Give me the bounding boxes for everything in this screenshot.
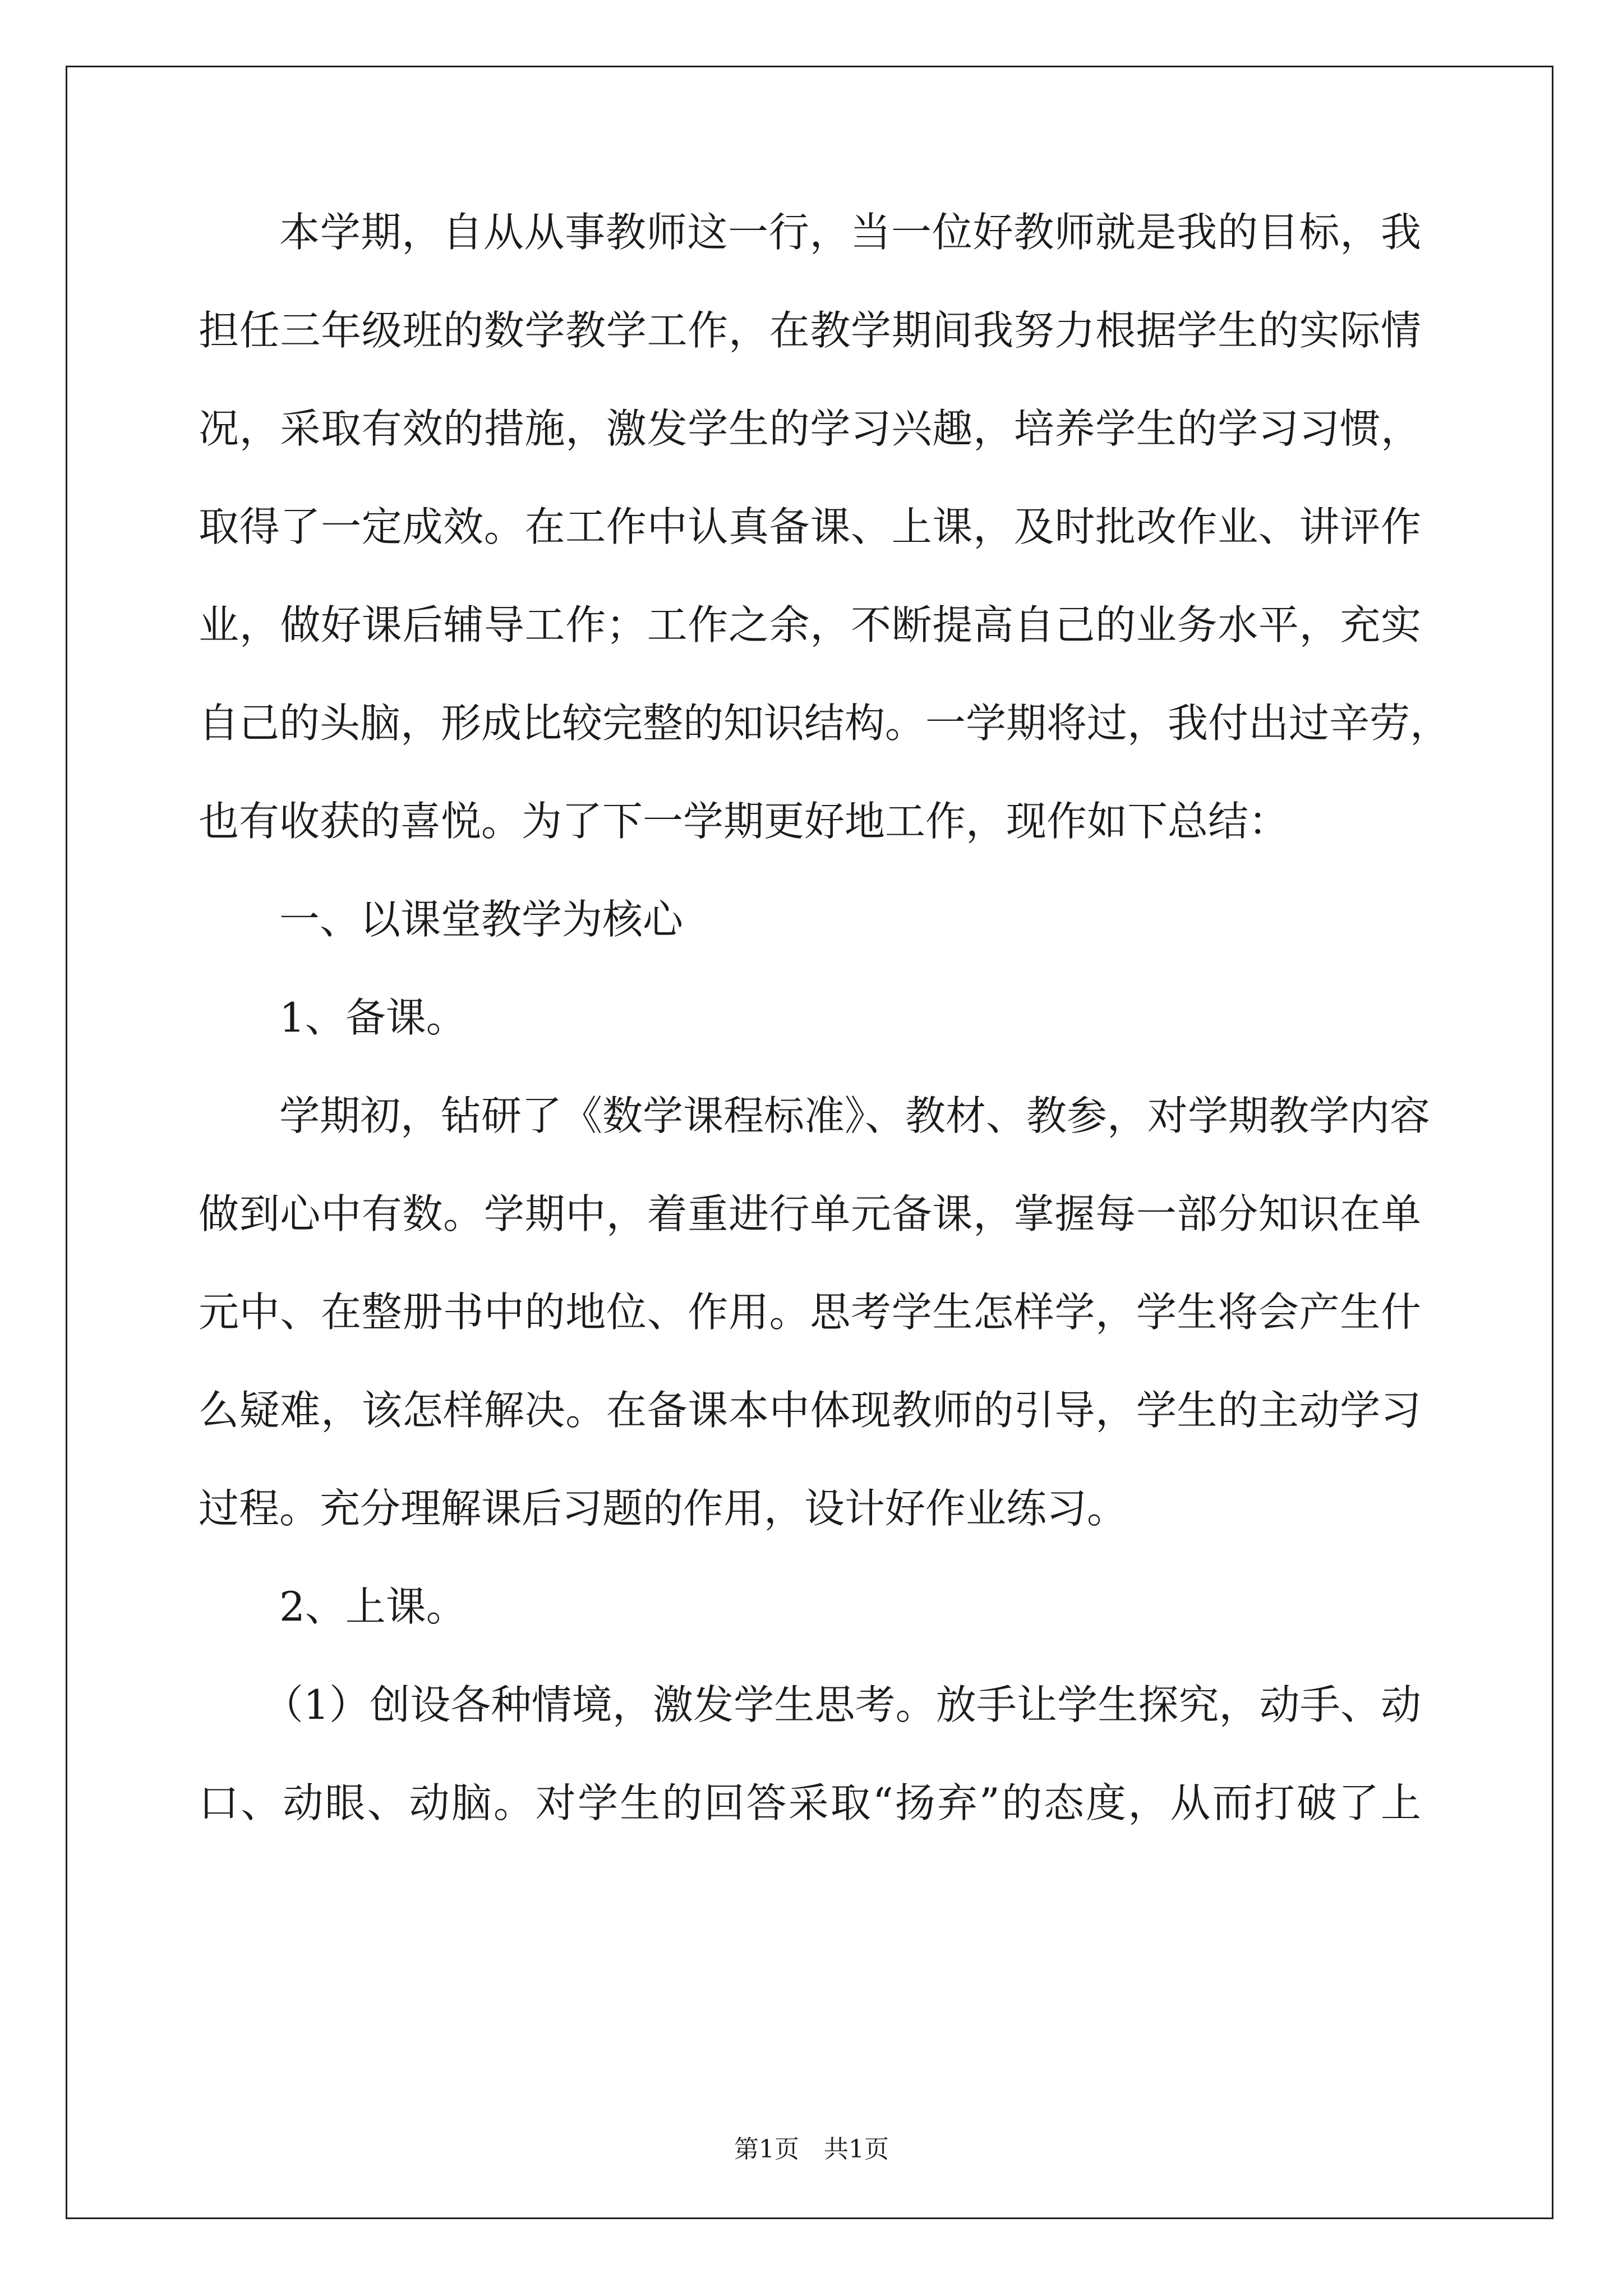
text-line: 过程。充分理解课后习题的作用，设计好作业练习。: [199, 1485, 1128, 1532]
subsection-heading: 1、备课。: [279, 994, 467, 1041]
text-line: 自己的头脑，形成比较完整的知识结构。一学期将过，我付出过辛劳，: [199, 700, 1451, 747]
page-footer: 第1页 共1页: [734, 2135, 889, 2164]
text-line: 担任三年级班的数学教学工作，在教学期间我努力根据学生的实际情: [199, 307, 1421, 354]
text-line: 取得了一定成效。在工作中认真备课、上课，及时批改作业、讲评作: [199, 503, 1421, 550]
text-line: （1）创设各种情境，激发学生思考。放手让学生探究，动手、动: [263, 1681, 1421, 1728]
text-line: 业，做好课后辅导工作；工作之余，不断提高自己的业务水平，充实: [199, 601, 1421, 648]
text-line: 也有收获的喜悦。为了下一学期更好地工作，现作如下总结：: [199, 798, 1289, 845]
text-line: 么疑难，该怎样解决。在备课本中体现教师的引导，学生的主动学习: [199, 1387, 1421, 1434]
document-body: [199, 208, 1451, 1876]
text-line: 况，采取有效的措施，激发学生的学习兴趣，培养学生的学习习惯，: [199, 405, 1421, 452]
text-line: 做到心中有数。学期中，着重进行单元备课，掌握每一部分知识在单: [199, 1190, 1421, 1237]
section-heading: 一、以课堂教学为核心: [279, 896, 684, 943]
text-line: 本学期，自从从事教师这一行，当一位好教师就是我的目标，我: [279, 209, 1421, 256]
text-line: 元中、在整册书中的地位、作用。思考学生怎样学，学生将会产生什: [199, 1289, 1421, 1336]
text-line: 学期初，钻研了《数学课程标准》、教材、教参，对学期教学内容: [279, 1092, 1431, 1139]
subsection-heading: 2、上课。: [279, 1583, 467, 1630]
text-line: 口、动眼、动脑。对学生的回答采取“扬弃”的态度，从而打破了上: [199, 1779, 1421, 1826]
